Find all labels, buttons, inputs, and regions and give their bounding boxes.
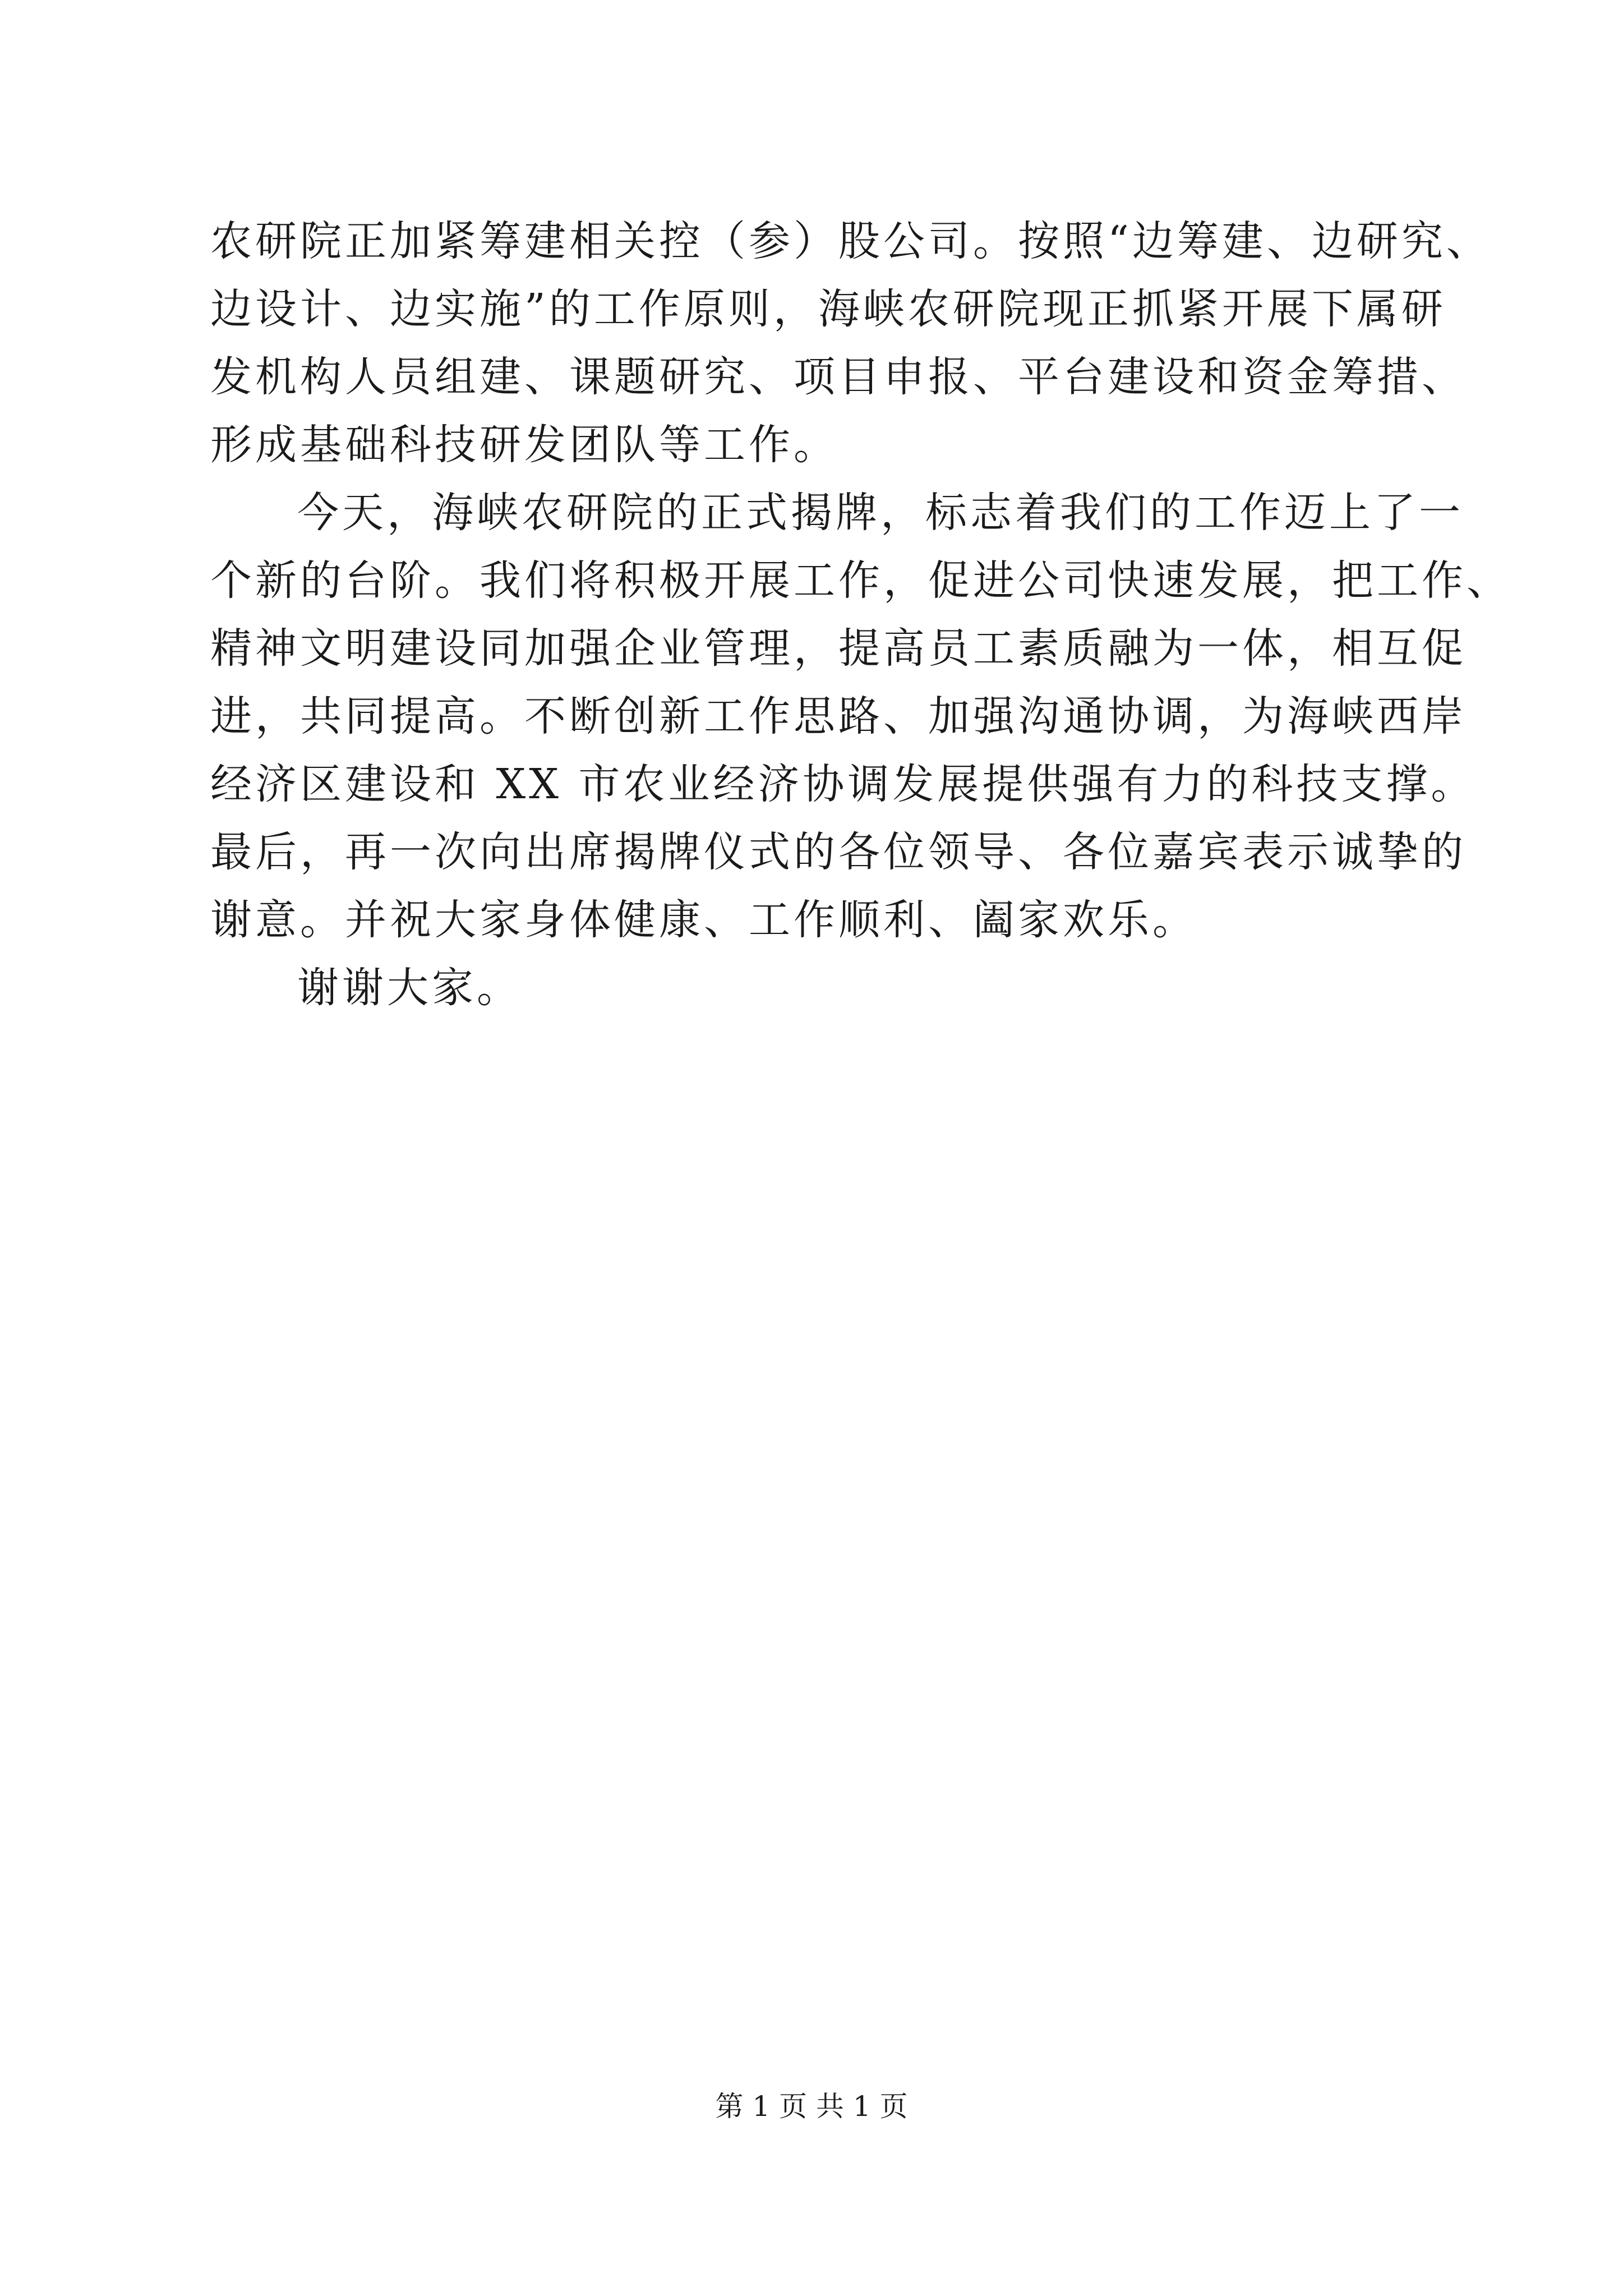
text-line: 形成基础科技研发团队等工作。 xyxy=(210,421,838,469)
text-line: 进，共同提高。不断创新工作思路、加强沟通协调，为海峡西岸 xyxy=(210,692,1467,740)
text-line: 个新的台阶。我们将积极开展工作，促进公司快速发展，把工作、 xyxy=(210,556,1511,605)
text-line: 农研院正加紧筹建相关控（参）股公司。按照“边筹建、边研究、 xyxy=(210,217,1491,265)
text-line: 边设计、边实施”的工作原则，海峡农研院现正抓紧开展下属研 xyxy=(210,285,1446,333)
paragraph xyxy=(210,479,1511,954)
text-line: 谢谢大家。 xyxy=(297,964,522,1012)
text-line: 精神文明建设同加强企业管理，提高员工素质融为一体，相互促 xyxy=(210,624,1467,673)
document-body xyxy=(210,208,1511,1022)
text-line: 今天，海峡农研院的正式揭牌，标志着我们的工作迈上了一 xyxy=(297,489,1464,537)
page-number-footer: 第 1 页 共 1 页 xyxy=(715,2090,908,2123)
paragraph xyxy=(210,208,1491,479)
text-line: 最后，再一次向出席揭牌仪式的各位领导、各位嘉宾表示诚挚的 xyxy=(210,828,1467,876)
text-line: 谢意。并祝大家身体健康、工作顺利、阖家欢乐。 xyxy=(210,896,1197,944)
text-line: 发机构人员组建、课题研究、项目申报、平台建设和资金筹措、 xyxy=(210,353,1467,401)
paragraph xyxy=(210,954,1444,1022)
text-line: 经济区建设和 XX 市农业经济协调发展提供强有力的科技支撑。 xyxy=(210,760,1476,808)
